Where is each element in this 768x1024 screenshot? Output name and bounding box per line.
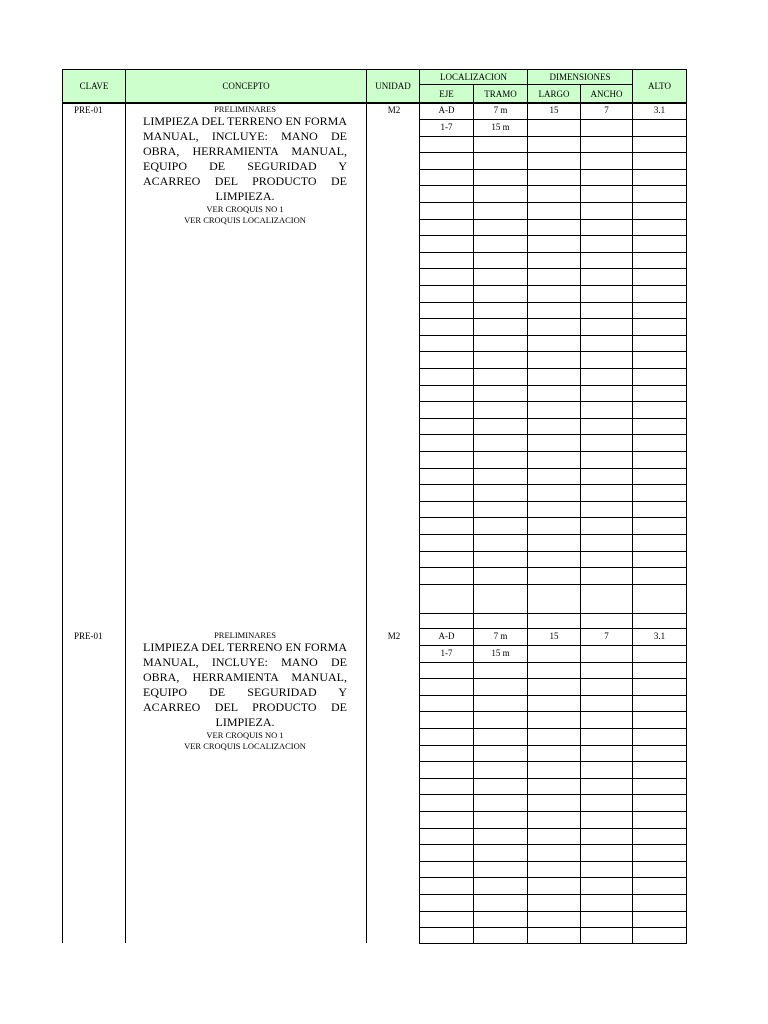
- entry-category: PRELIMINARES: [214, 630, 276, 640]
- grid-vline: [580, 103, 581, 943]
- grid-hline: [419, 351, 687, 352]
- grid-hline: [419, 761, 687, 762]
- header-ancho: [580, 84, 633, 103]
- cell-ancho: 7: [604, 631, 609, 641]
- cell-tramo: 7 m: [493, 105, 508, 115]
- grid-vline: [366, 103, 367, 943]
- header-concepto-label: CONCEPTO: [222, 81, 270, 91]
- cell-alto: 3.1: [653, 631, 666, 641]
- header-alto-label: ALTO: [647, 81, 671, 91]
- grid-hline: [419, 385, 687, 386]
- entry-ref-croquis: VER CROQUIS NO 1: [206, 730, 284, 740]
- grid-hline: [419, 335, 687, 336]
- grid-hline: [419, 318, 687, 319]
- grid-hline: [419, 501, 687, 502]
- grid-hline: [419, 778, 687, 779]
- grid-hline: [419, 911, 687, 912]
- entry-concepto: [143, 630, 347, 752]
- cell-eje: A-D: [438, 105, 455, 115]
- cell-largo: 15: [549, 631, 559, 641]
- cell-ancho: 7: [604, 105, 609, 115]
- grid-vline: [686, 103, 687, 943]
- grid-vline: [125, 103, 126, 943]
- cell-eje: A-D: [438, 631, 455, 641]
- header-localizacion: [419, 69, 528, 85]
- grid-vline: [527, 103, 528, 943]
- grid-hline: [419, 894, 687, 895]
- grid-hline: [419, 943, 687, 944]
- cell-tramo: 15 m: [491, 648, 510, 658]
- grid-hline: [419, 678, 687, 679]
- grid-vline: [62, 103, 63, 943]
- header-largo-label: LARGO: [538, 88, 570, 99]
- header-clave-label: CLAVE: [79, 81, 109, 91]
- grid-hline: [419, 484, 687, 485]
- entry-ref-croquis: VER CROQUIS NO 1: [206, 204, 284, 214]
- grid-hline: [419, 551, 687, 552]
- entry-clave: PRE-01: [74, 105, 103, 115]
- cell-tramo: 15 m: [491, 122, 510, 132]
- header-eje-label: EJE: [439, 88, 454, 99]
- cell-largo: 15: [549, 105, 559, 115]
- grid-hline: [419, 811, 687, 812]
- cell-tramo: 7 m: [493, 631, 508, 641]
- grid-hline: [419, 613, 687, 614]
- entry-unidad: M2: [387, 631, 401, 641]
- grid-hline: [419, 794, 687, 795]
- header-eje: [419, 84, 474, 103]
- header-concepto: [125, 69, 367, 103]
- grid-hline: [419, 152, 687, 153]
- grid-hline: [419, 451, 687, 452]
- grid-hline: [419, 844, 687, 845]
- grid-hline: [419, 202, 687, 203]
- grid-hline: [419, 534, 687, 535]
- grid-hline: [419, 468, 687, 469]
- cell-eje: 1-7: [440, 122, 453, 132]
- header-clave: [62, 69, 126, 103]
- cell-alto: 3.1: [653, 105, 666, 115]
- grid-hline: [419, 235, 687, 236]
- grid-hline: [419, 567, 687, 568]
- header-unidad-label: UNIDAD: [375, 81, 411, 91]
- grid-hline: [419, 828, 687, 829]
- entry-ref-localizacion: VER CROQUIS LOCALIZACION: [184, 215, 306, 225]
- grid-hline: [419, 268, 687, 269]
- grid-hline: [419, 368, 687, 369]
- entry-unidad: M2: [387, 105, 401, 115]
- grid-vline: [419, 103, 420, 943]
- grid-hline: [419, 252, 687, 253]
- header-localizacion-label: LOCALIZACION: [440, 72, 507, 82]
- header-tramo-label: TRAMO: [484, 88, 517, 99]
- entry-description: LIMPIEZA DEL TERRENO EN FORMA MANUAL, INCLUYE: MANO DE OBRA, HERRAMIENTA MANUAL, EQUIPO DE SEGURIDAD Y ACARREO DEL PRODUCTO DE LIMPIEZA.: [143, 114, 347, 203]
- grid-hline: [419, 877, 687, 878]
- grid-hline: [419, 662, 687, 663]
- grid-hline: [419, 285, 687, 286]
- header-dimensiones-label: DIMENSIONES: [549, 72, 611, 82]
- header-largo: [527, 84, 581, 103]
- entry-description: LIMPIEZA DEL TERRENO EN FORMA MANUAL, INCLUYE: MANO DE OBRA, HERRAMIENTA MANUAL, EQUIPO DE SEGURIDAD Y ACARREO DEL PRODUCTO DE LIMPIEZA.: [143, 640, 347, 729]
- grid-hline: [419, 695, 687, 696]
- grid-hline: [419, 927, 687, 928]
- grid-hline: [419, 728, 687, 729]
- grid-hline: [419, 185, 687, 186]
- grid-hline: [419, 219, 687, 220]
- entry-ref-localizacion: VER CROQUIS LOCALIZACION: [184, 741, 306, 751]
- grid-hline: [419, 861, 687, 862]
- grid-hline: [419, 584, 687, 585]
- header-alto: [632, 69, 687, 103]
- cell-eje: 1-7: [440, 648, 453, 658]
- header-ancho-label: ANCHO: [590, 88, 623, 99]
- header-tramo: [473, 84, 528, 103]
- grid-hline: [419, 434, 687, 435]
- grid-vline: [473, 103, 474, 943]
- grid-hline: [419, 169, 687, 170]
- grid-hline: [419, 711, 687, 712]
- entry-concepto: [143, 104, 347, 226]
- entry-clave: PRE-01: [74, 631, 103, 641]
- grid-vline: [632, 103, 633, 943]
- grid-hline: [419, 517, 687, 518]
- grid-hline: [419, 136, 687, 137]
- entry-category: PRELIMINARES: [214, 104, 276, 114]
- grid-hline: [419, 401, 687, 402]
- grid-hline: [419, 745, 687, 746]
- header-dimensiones: [527, 69, 633, 85]
- grid-hline: [419, 302, 687, 303]
- grid-hline: [419, 418, 687, 419]
- header-unidad: [366, 69, 420, 103]
